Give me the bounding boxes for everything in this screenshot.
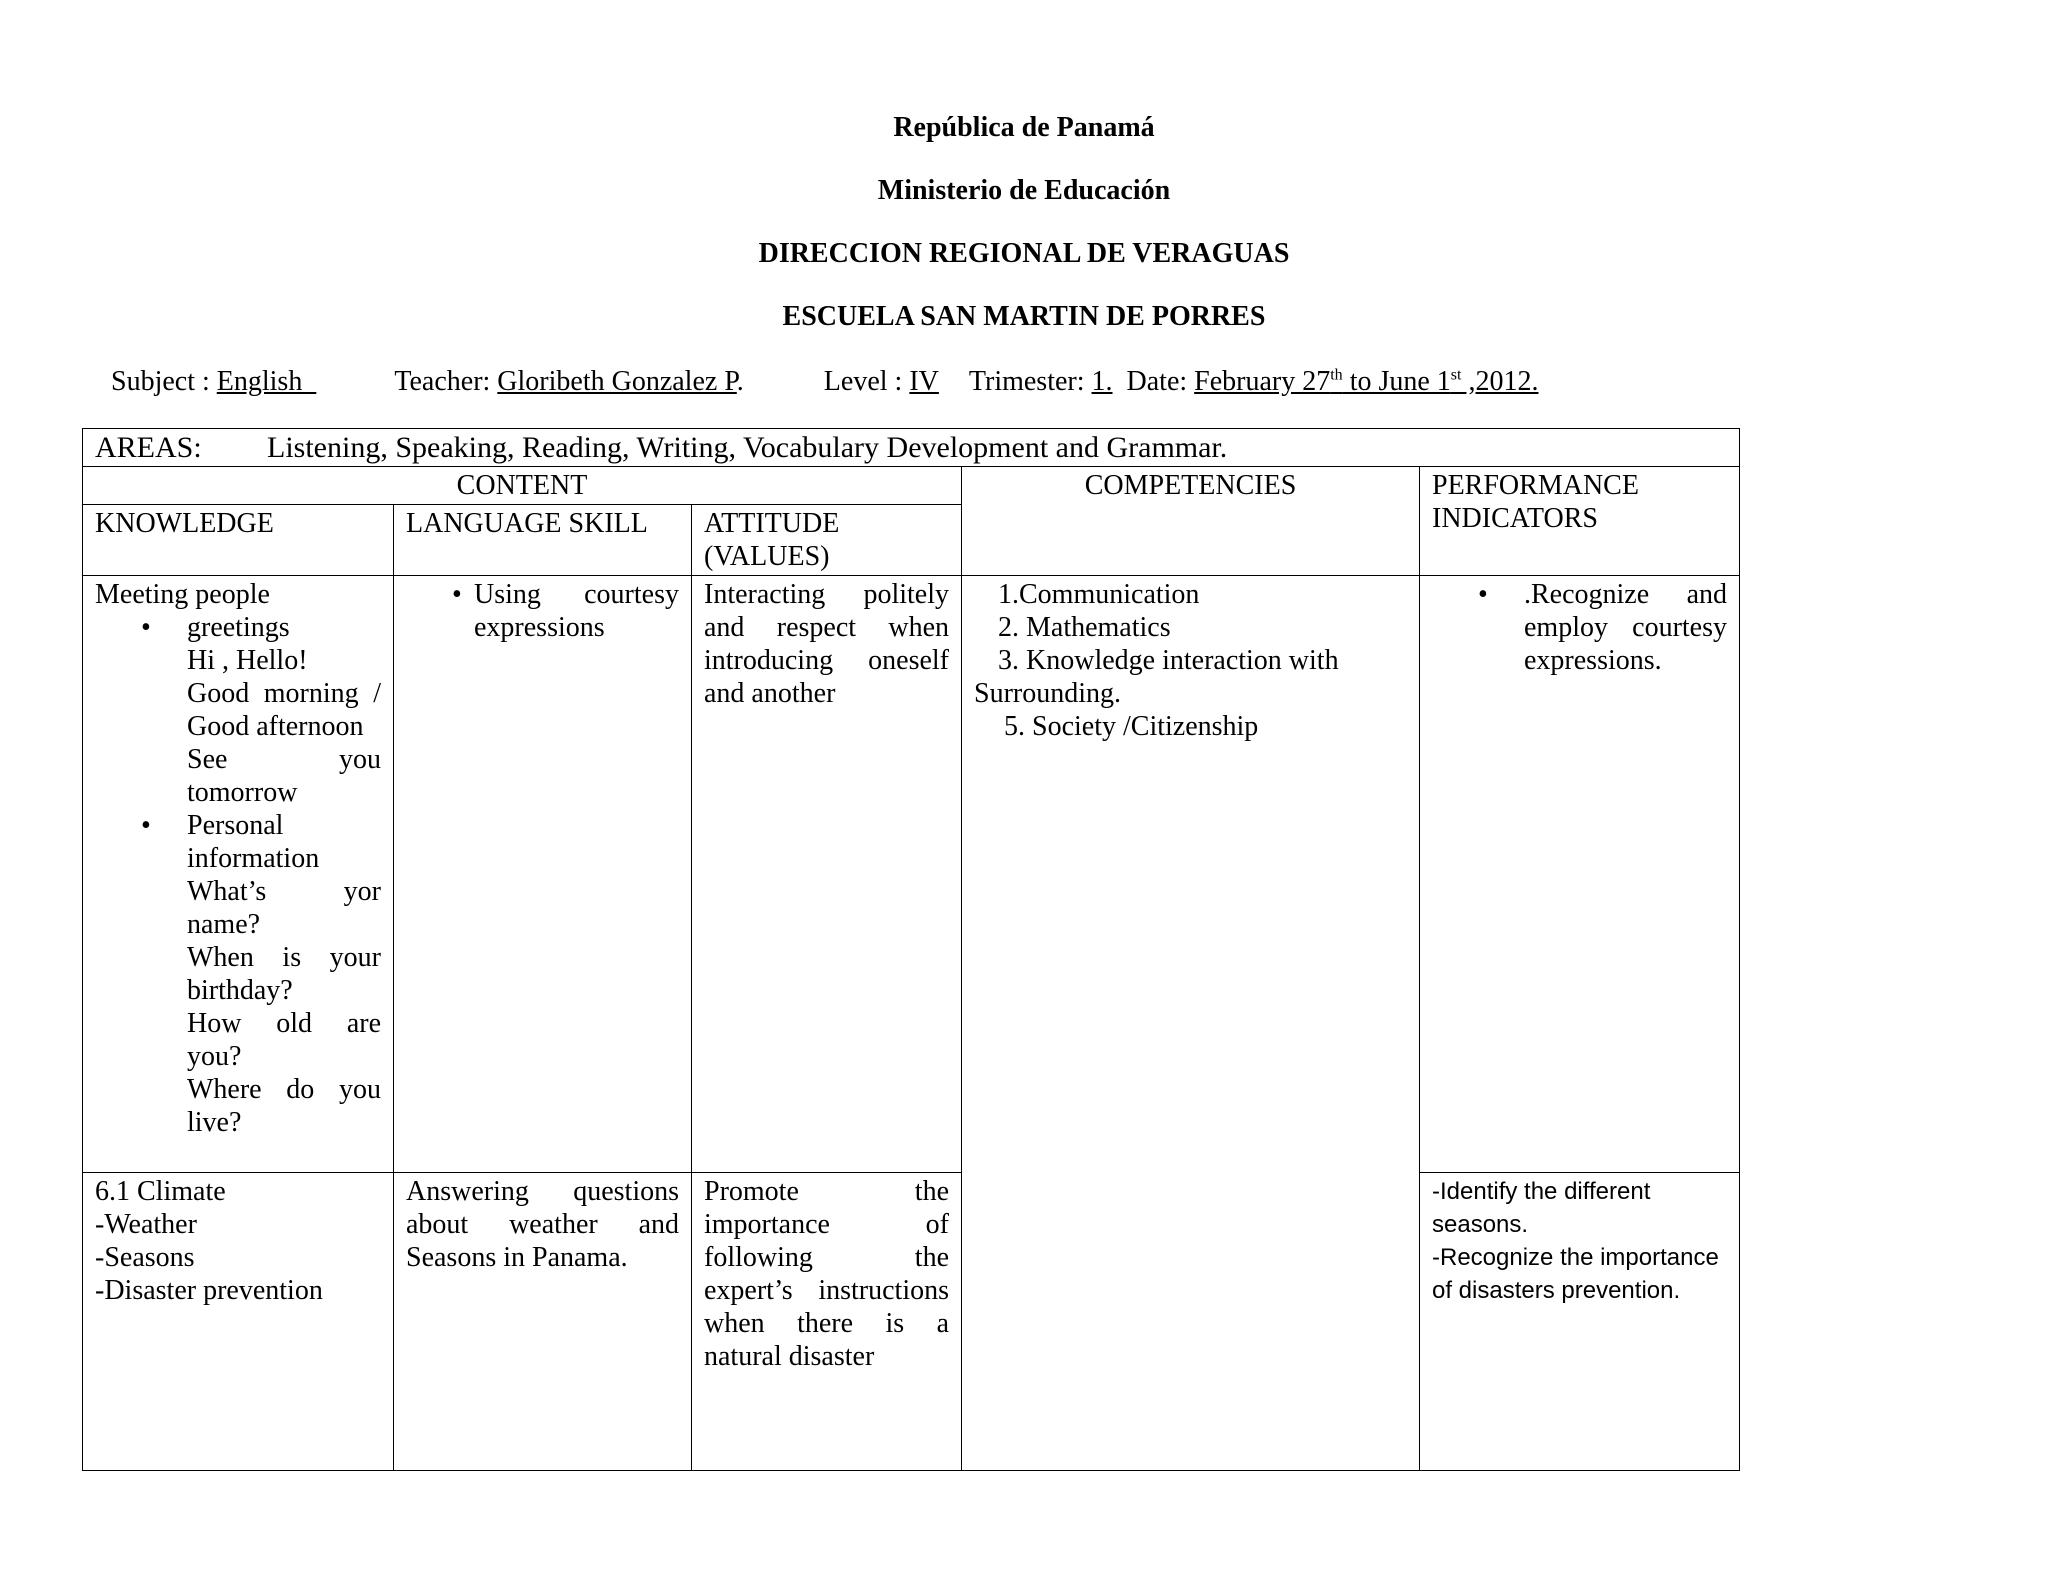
list-item: • .Recognize and employ courtesy expressions. <box>1432 578 1727 677</box>
competency-item: 2. Mathematics <box>998 612 1171 643</box>
list-item: • greetings <box>95 611 381 644</box>
teacher-label: Teacher: <box>394 366 498 397</box>
subject-value: English <box>216 366 317 397</box>
knowledge-item: 6.1 Climate <box>95 1176 226 1207</box>
language-skill-cell: Answering questions about weather and Seasons in Panama. <box>394 1173 692 1471</box>
table-row <box>83 1173 1740 1471</box>
teacher-value: Gloribeth Gonzalez P <box>497 366 737 397</box>
list-item: • Using courtesy expressions <box>406 578 679 644</box>
competency-item: 5. Society /Citizenship <box>1004 711 1259 742</box>
trimester-value: 1. <box>1091 366 1113 397</box>
list-item: • Personal information <box>95 809 381 875</box>
knowledge-item: -Seasons <box>95 1242 195 1273</box>
competency-item: Surrounding. <box>974 678 1121 709</box>
language-skill-cell <box>394 576 692 1173</box>
date-label: Date: <box>1126 366 1195 397</box>
question-item: How old are you? <box>187 1008 381 1072</box>
meta-line <box>111 364 1538 400</box>
areas-text: Listening, Speaking, Reading, Writing, Vocabulary Development and Grammar. <box>267 431 1228 464</box>
header-ministry: Ministerio de Educación <box>877 175 1171 206</box>
knowledge-header: KNOWLEDGE <box>83 505 394 576</box>
knowledge-item: -Weather <box>95 1209 197 1240</box>
greeting-item: Good morning / Good afternoon <box>187 678 381 742</box>
trimester-label: Trimester: <box>968 366 1092 397</box>
knowledge-item: -Disaster prevention <box>95 1275 323 1306</box>
knowledge-title: Meeting people <box>95 579 270 610</box>
header-school: ESCUELA SAN MARTIN DE PORRES <box>782 301 1266 332</box>
content-header: CONTENT <box>83 467 962 505</box>
competencies-header: COMPETENCIES <box>962 467 1420 576</box>
performance-item: -Recognize the importance of disasters prevention. <box>1432 1244 1719 1304</box>
date-value: February 27th to June 1st ,2012. <box>1194 366 1539 397</box>
areas-row <box>83 429 1740 467</box>
attitude-cell: Promote the importance of following the expert’s instructions when there is a natural disaster <box>692 1173 962 1471</box>
knowledge-cell <box>83 1173 394 1471</box>
question-item: What’s yor name? <box>187 876 381 940</box>
question-item: When is your birthday? <box>187 942 381 1006</box>
attitude-cell: Interacting politely and respect when introducing oneself and another <box>692 576 962 1173</box>
greeting-item: See you tomorrow <box>187 744 381 808</box>
competency-item: 1.Communication <box>998 579 1200 610</box>
header-direction: DIRECCION REGIONAL DE VERAGUAS <box>758 238 1290 269</box>
areas-cell <box>83 429 1740 467</box>
attitude-header: ATTITUDE (VALUES) <box>692 505 962 576</box>
knowledge-cell <box>83 576 394 1173</box>
question-item: Where do you live? <box>187 1074 381 1138</box>
table-row <box>83 576 1740 1173</box>
header-row-1 <box>83 467 1740 505</box>
competency-item: 3. Knowledge interaction with <box>998 645 1339 676</box>
lesson-plan-table <box>82 428 1740 1471</box>
areas-label: AREAS: <box>95 431 202 464</box>
performance-cell <box>1420 576 1740 1173</box>
greeting-item: Hi , Hello! <box>187 645 308 676</box>
header-republic: República de Panamá <box>893 112 1155 143</box>
teacher-end: . <box>736 366 744 397</box>
performance-cell <box>1420 1173 1740 1471</box>
performance-item: -Identify the different seasons. <box>1432 1178 1651 1238</box>
level-label: Level : <box>823 366 910 397</box>
language-skill-header: LANGUAGE SKILL <box>394 505 692 576</box>
level-value: IV <box>909 366 939 397</box>
subject-label: Subject : <box>111 366 217 397</box>
performance-header: PERFORMANCE INDICATORS <box>1420 467 1740 576</box>
competencies-cell <box>962 576 1420 1471</box>
